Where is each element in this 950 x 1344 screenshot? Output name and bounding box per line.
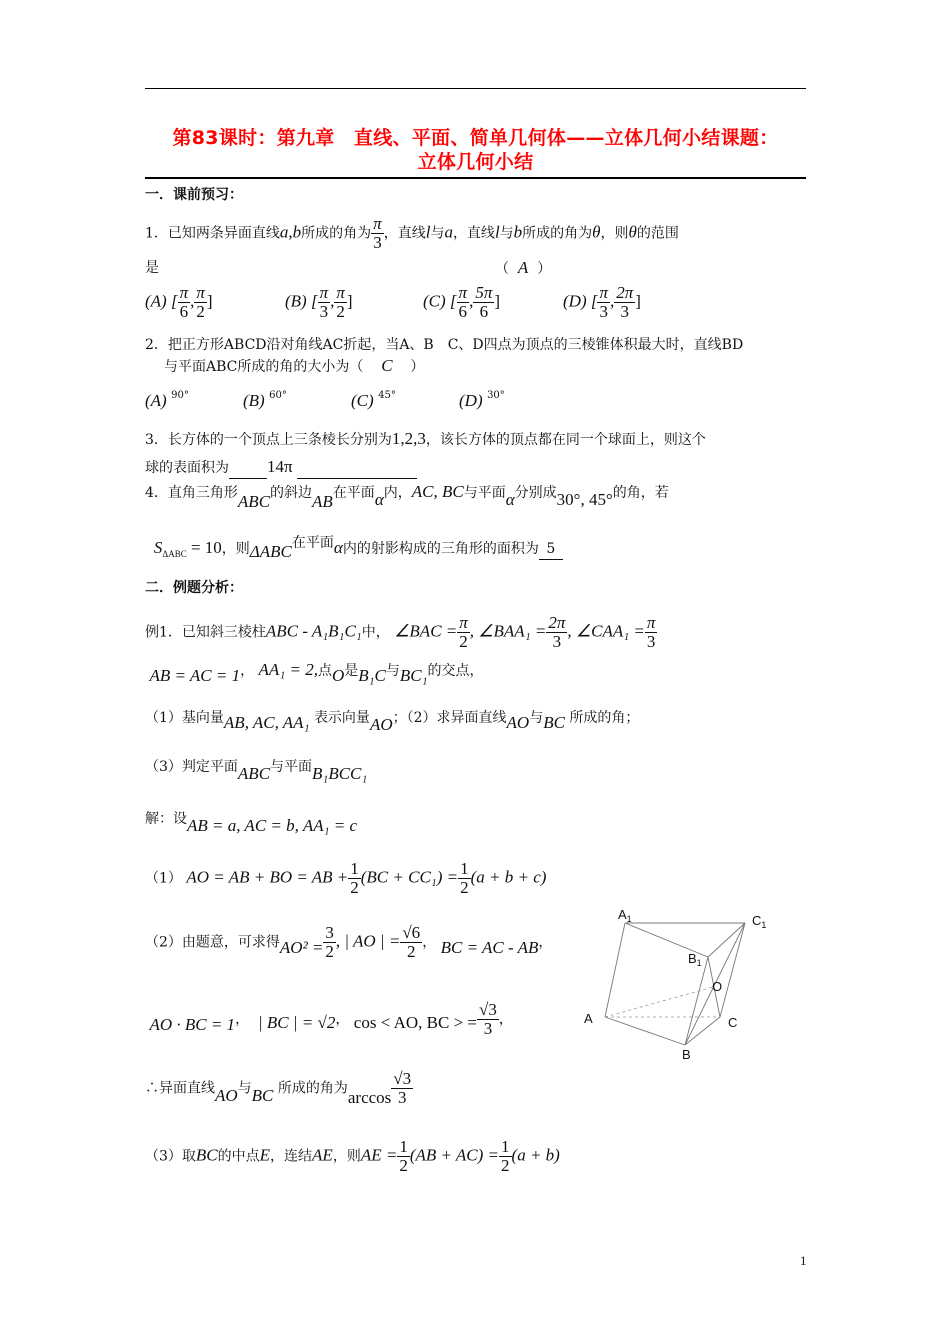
q1-text: 所成的角为 [301,225,372,242]
edge-b1c1 [708,923,745,957]
q1-ab: a,b [279,222,302,242]
page-title [145,126,806,174]
label-b: B [682,1047,691,1062]
q1-text: 所成的角为 [522,225,593,242]
q1-option-a: (A) [ $\frac{\pi}{6}$ , $\frac{\pi}{2}$ ] [145,283,213,321]
q1-text: 是 [145,260,159,276]
label-c1: $C_1$ [752,913,767,930]
q2-option-d: (D) $^{30^\circ}$ [459,390,505,410]
edge-a1a [605,923,625,1017]
ex1-part-1-2: （1）基向量AB, AC, AA₁ 表示向量AO；（2）求异面直线AO与BC 所成的角； [145,710,640,734]
label-c: C [728,1015,738,1030]
section-preview: 一．课前预习： [145,187,243,203]
sol-part-1: （1） AO = AB + BO = AB + $\frac{1}{2}$ (BC + CC₁) = $\frac{1}{2}$ (a + b + c) [145,859,547,897]
q1-answer: （ A ） [495,258,552,277]
title-line-1: 第83课时：第九章 直线、平面、简单几何体——立体几何小结课题： [172,127,779,149]
q1-theta: θ [592,222,601,242]
hidden-ao [605,987,713,1017]
q1-a: a [444,222,453,242]
q3-line-2: 球的表面积为 14π [145,457,417,479]
sol-part-2-line-2: AO · BC = 1， | BC | = √2， cos < AO, BC > = $\frac{√3}{3}$ ， [149,1000,513,1038]
edge-c1c [720,923,745,1017]
q4-line-2: $S_{\Delta ABC} = 10$，则ΔABC在平面α内的射影构成的三角形的面积为 5 [145,538,563,564]
q4-line-1: 4．直角三角形ABC的斜边AB在平面α内，AC, BC与平面α分别成30°, 45°的角，若 [145,482,669,511]
q1-text: ，直线 [452,225,495,242]
page-number: 1 [800,1253,807,1268]
sol-part-2-line-1: （2）由题意，可求得AO² = $\frac{3}{2}$ , | AO | = $\frac{√6}{2}$ ， BC = AC - AB， [145,923,553,961]
q1-text: 与 [430,225,445,242]
fraction-pi-3: $\frac{\pi}{3}$ [373,214,382,252]
q3-answer: 14π [267,457,293,476]
section-examples: 二．例题分析： [145,580,243,596]
sol-conclusion: ∴异面直线AO与BC 所成的角为arccos $\frac{√3}{3}$ [145,1069,412,1107]
label-a1: $A_1$ [618,907,632,924]
prism-figure [580,905,780,1065]
q2-option-b: (B) $^{60^\circ}$ [243,390,287,410]
q1-option-d: (D) [ $\frac{\pi}{3}$ , $\frac{2\pi}{3}$ ] [563,283,641,321]
q1-line-2 [145,258,552,278]
label-o: O [712,979,723,994]
q1-text: 与 [499,225,514,242]
label-a: A [584,1011,593,1026]
sol-setup: 解：设AB = a, AC = b, AA₁ = c [145,811,358,835]
q2-line-1: 2．把正方形ABCD沿对角线AC折起，当A、B C、D四点为顶点的三棱锥体积最大时，直线BD [145,337,744,353]
ex1-line-1: 例1．已知斜三棱柱ABC - A₁B₁C₁中， ∠BAC = $\frac{\pi}{2}$ , ∠BAA₁ = $\frac{2\pi}{3}$ , ∠CAA₁ = $\frac{\pi}{3}$ [145,613,656,651]
q1-line-1 [145,215,679,252]
q1-option-b: (B) [ $\frac{\pi}{3}$ , $\frac{\pi}{2}$ ] [285,283,353,321]
q1-option-c: (C) [ $\frac{\pi}{6}$ , $\frac{5\pi}{6}$ ] [423,283,501,321]
title-line-2: 立体几何小结 [417,151,534,173]
sol-part-3: （3）取BC的中点E，连结AE，则AE = $\frac{1}{2}$ (AB + AC) = $\frac{1}{2}$ (a + b) [145,1137,560,1175]
q1-l: l [494,222,500,242]
ex1-line-2: AB = AC = 1， AA₁ = 2,点O是B₁C与BC₁的交点， [149,660,484,685]
q1-l: l [425,222,431,242]
q2-option-a: (A) $^{90^\circ}$ [145,390,189,410]
q4-answer: 5 [539,539,563,560]
q1-text: 1．已知两条异面直线 [145,225,280,242]
q1-theta: θ [628,222,637,242]
edge-bc [685,1017,720,1045]
q1-b: b [513,222,523,242]
label-b1: $B_1$ [688,951,702,968]
q1-text: ，直线 [383,225,426,242]
title-rule [145,177,806,179]
q2-option-c: (C) $^{45^\circ}$ [351,390,396,410]
q2-line-2: 与平面ABC所成的角的大小为（ C ） [164,356,425,375]
edge-b1b [685,957,708,1045]
header-rule [145,88,806,89]
q1-text: 的范围 [636,225,679,242]
q3-line-1: 3．长方体的一个顶点上三条棱长分别为1,2,3，该长方体的顶点都在同一个球面上，则这个 [145,429,706,448]
ex1-part-3: （3）判定平面ABC与平面B₁BCC₁ [145,759,368,783]
edge-ab [605,1017,685,1045]
q1-text: ，则 [600,225,629,242]
